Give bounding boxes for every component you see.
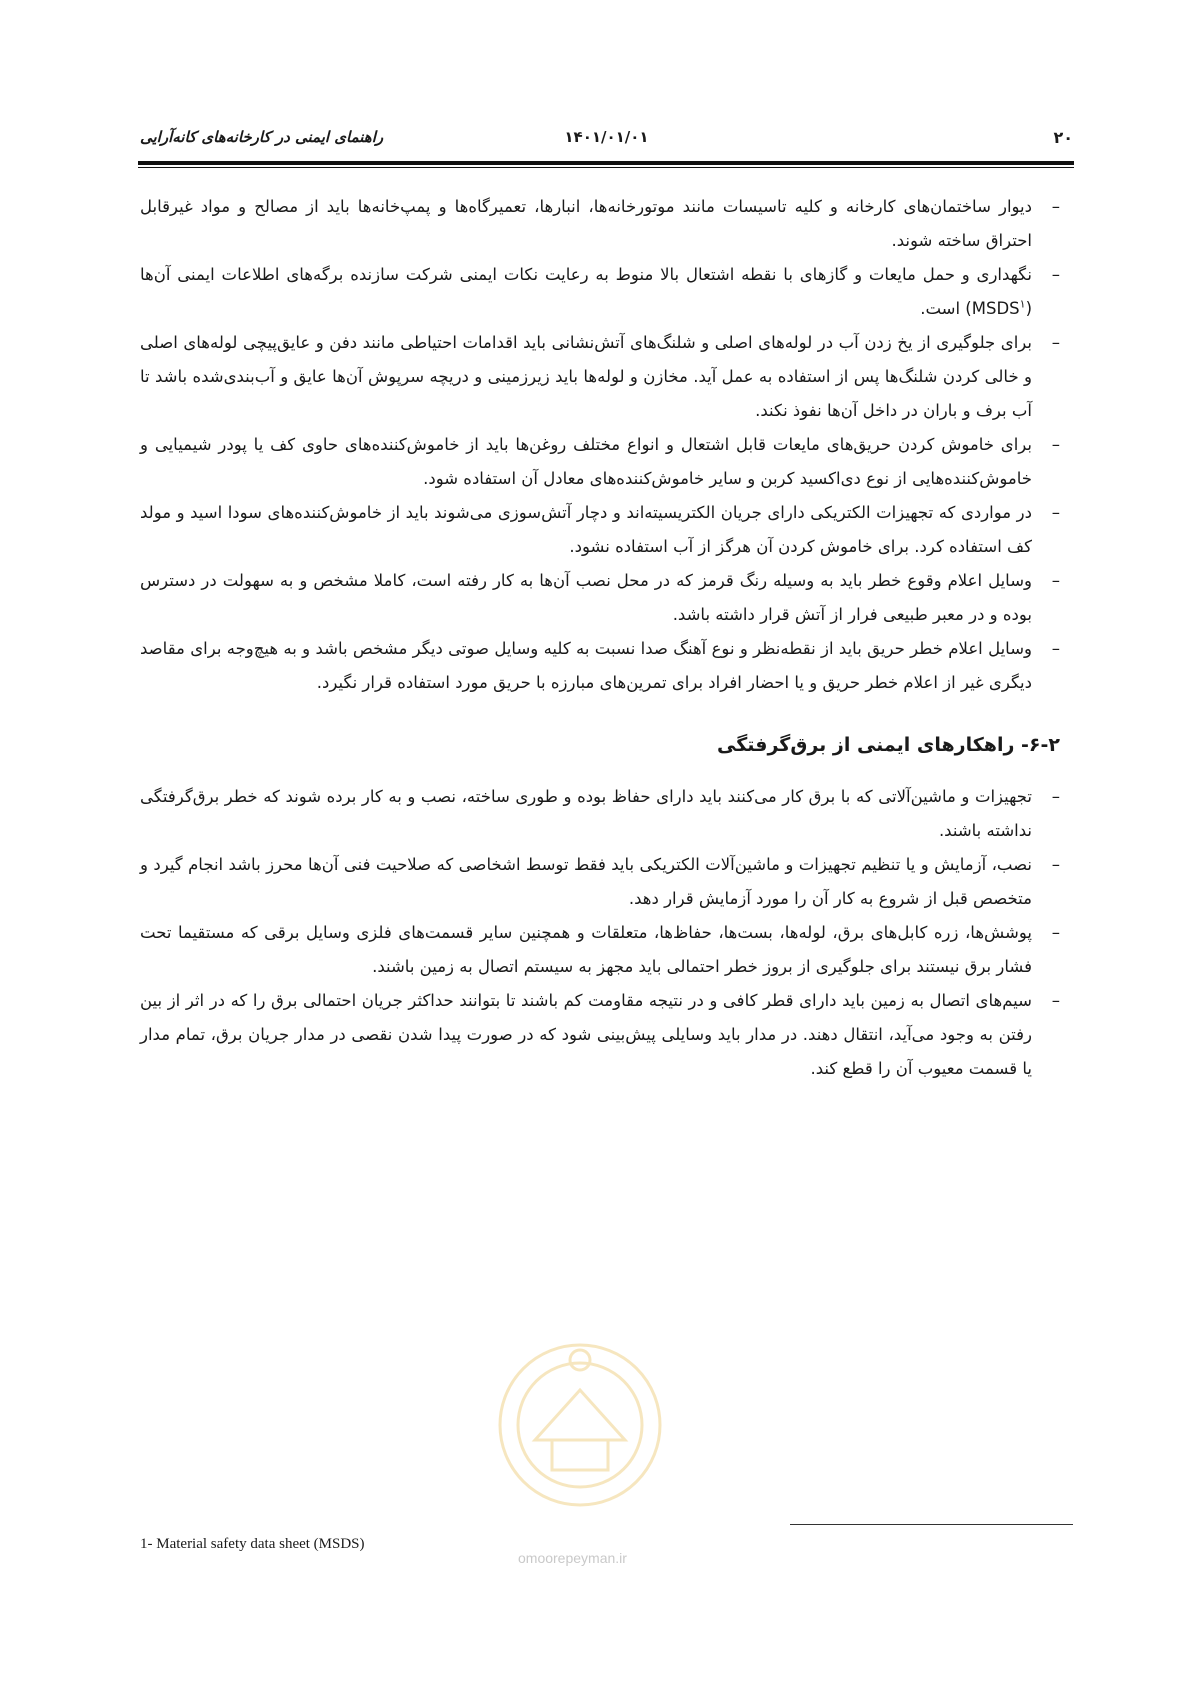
- bullet-dash: –: [1051, 435, 1060, 454]
- page-header: [140, 128, 1073, 156]
- bullet-dash: –: [1051, 503, 1060, 522]
- list-item: [140, 780, 1060, 848]
- list-item-text: تجهیزات و ماشین‌آلاتی که با برق کار می‌کنند باید دارای حفاظ بوده و طوری ساخته، نصب و به کار برده شوند که خطر برق‌گرفتگی نداشته باشند.: [140, 787, 1032, 840]
- list-item-text: سیم‌های اتصال به زمین باید دارای قطر کافی و در نتیجه مقاومت کم باشند تا بتوانند حداکثر جریان احتمالی برق را که در اثر از بین رفتن به وجود می‌آید، انتقال دهند. در مدار باید وسایلی پیش‌بینی شود که در صورت پیدا شدن نقصی در مدار جریان برق، تمام مدار یا قسمت معیوب آن را قطع کند.: [140, 991, 1032, 1078]
- watermark-url: omoorepeyman.ir: [518, 1550, 627, 1566]
- bullet-dash: –: [1051, 197, 1060, 216]
- page-body: [140, 190, 1060, 1086]
- list-item: [140, 258, 1060, 326]
- bullet-dash: –: [1051, 855, 1060, 874]
- list-item-text: وسایل اعلام وقوع خطر باید به وسیله رنگ قرمز که در محل نصب آن‌ها به کار رفته است، کاملا مشخص و به سهولت در دسترس بوده و در معبر طبیعی فرار از آتش قرار داشته باشد.: [140, 571, 1032, 624]
- list-item: [140, 326, 1060, 428]
- header-rule-thin: [138, 167, 1074, 168]
- list-item: [140, 632, 1060, 700]
- list-item: [140, 848, 1060, 916]
- list-item-text: وسایل اعلام خطر حریق باید از نقطه‌نظر و نوع آهنگ صدا نسبت به کلیه وسایل صوتی دیگر مشخص باشد و به هیچ‌وجه برای مقاصد دیگری غیر از اعلام خطر حریق و یا احضار افراد برای تمرین‌های مبارزه با حریق مورد استفاده قرار نگیرد.: [140, 639, 1032, 692]
- bullet-dash: –: [1051, 265, 1060, 284]
- list-item: [140, 428, 1060, 496]
- bullet-dash: –: [1051, 333, 1060, 352]
- footnote-ref: ۱: [1019, 297, 1026, 311]
- electrical-safety-list: [140, 780, 1060, 1086]
- bullet-dash: –: [1051, 991, 1060, 1010]
- bullet-dash: –: [1051, 923, 1060, 942]
- footnote-rule: [790, 1524, 1073, 1525]
- list-item-text: دیوار ساختمان‌های کارخانه و کلیه تاسیسات مانند موتورخانه‌ها، انبارها، تعمیرگاه‌ها و پمپ‌خانه‌ها باید از مصالح و مواد غیرقابل احتراق ساخته شوند.: [140, 197, 1032, 250]
- list-item-text: برای خاموش کردن حریق‌های مایعات قابل اشتعال و انواع مختلف روغن‌ها باید از خاموش‌کننده‌های حاوی کف یا پودر شیمیایی و خاموش‌کننده‌هایی از نوع دی‌اکسید کربن و سایر خاموش‌کننده‌های معادل آن استفاده شود.: [140, 435, 1032, 488]
- page-number: ۲۰: [1053, 128, 1073, 147]
- list-item-text: پوشش‌ها، زره کابل‌های برق، لوله‌ها، بست‌ها، حفاظ‌ها، متعلقات و همچنین سایر قسمت‌های فلزی وسایل برقی که مستقیما تحت فشار برق نیستند برای جلوگیری از بروز خطر احتمالی باید مجهز به سیستم اتصال به زمین باشند.: [140, 923, 1032, 976]
- list-item-text: برای جلوگیری از یخ زدن آب در لوله‌های اصلی و شلنگ‌های آتش‌نشانی باید اقدامات احتیاطی مانند دفن و عایق‌پیچی لوله‌های اصلی و خالی کردن شلنگ‌ها پس از استفاده به عمل آید. مخازن و لوله‌ها باید زیرزمینی و دریچه سرپوش آن‌ها عایق و آب‌بندی‌شده باشد تا آب برف و باران در داخل آن‌ها نفوذ نکند.: [140, 333, 1032, 420]
- bullet-dash: –: [1051, 787, 1060, 806]
- section-heading: ۶-۲- راهکارهای ایمنی از برق‌گرفتگی: [717, 734, 1060, 756]
- list-item-text: نصب، آزمایش و یا تنظیم تجهیزات و ماشین‌آلات الکتریکی باید فقط توسط اشخاصی که صلاحیت فنی آن‌ها محرز باشد انجام گیرد و متخصص قبل از شروع به کار آن را مورد آزمایش قرار دهد.: [140, 855, 1032, 908]
- list-item-text: نگهداری و حمل مایعات و گازهای با نقطه اشتعال بالا منوط به رعایت نکات ایمنی شرکت سازنده برگه‌های اطلاعات ایمنی آن‌ها (MSDS: [140, 265, 1032, 318]
- fire-safety-list: [140, 190, 1060, 700]
- list-item-tail: ) است.: [920, 299, 972, 318]
- header-rule: [138, 161, 1074, 165]
- seal-logo-icon: [490, 1320, 670, 1530]
- list-item-text: در مواردی که تجهیزات الکتریکی دارای جریان الکتریسیته‌اند و دچار آتش‌سوزی می‌شوند باید از خاموش‌کننده‌های سودا اسید و مولد کف استفاده کرد. برای خاموش کردن آن هرگز از آب استفاده نشود.: [140, 503, 1032, 556]
- list-item: [140, 564, 1060, 632]
- list-item: [140, 496, 1060, 564]
- header-title: راهنمای ایمنی در کارخانه‌های کانه‌آرایی: [140, 128, 384, 146]
- bullet-dash: –: [1051, 571, 1060, 590]
- bullet-dash: –: [1051, 639, 1060, 658]
- footnote: 1- Material safety data sheet (MSDS): [140, 1536, 365, 1552]
- list-item: [140, 916, 1060, 984]
- list-item: [140, 984, 1060, 1086]
- list-item: [140, 190, 1060, 258]
- header-date: ۱۴۰۱/۰۱/۰۱: [564, 128, 649, 146]
